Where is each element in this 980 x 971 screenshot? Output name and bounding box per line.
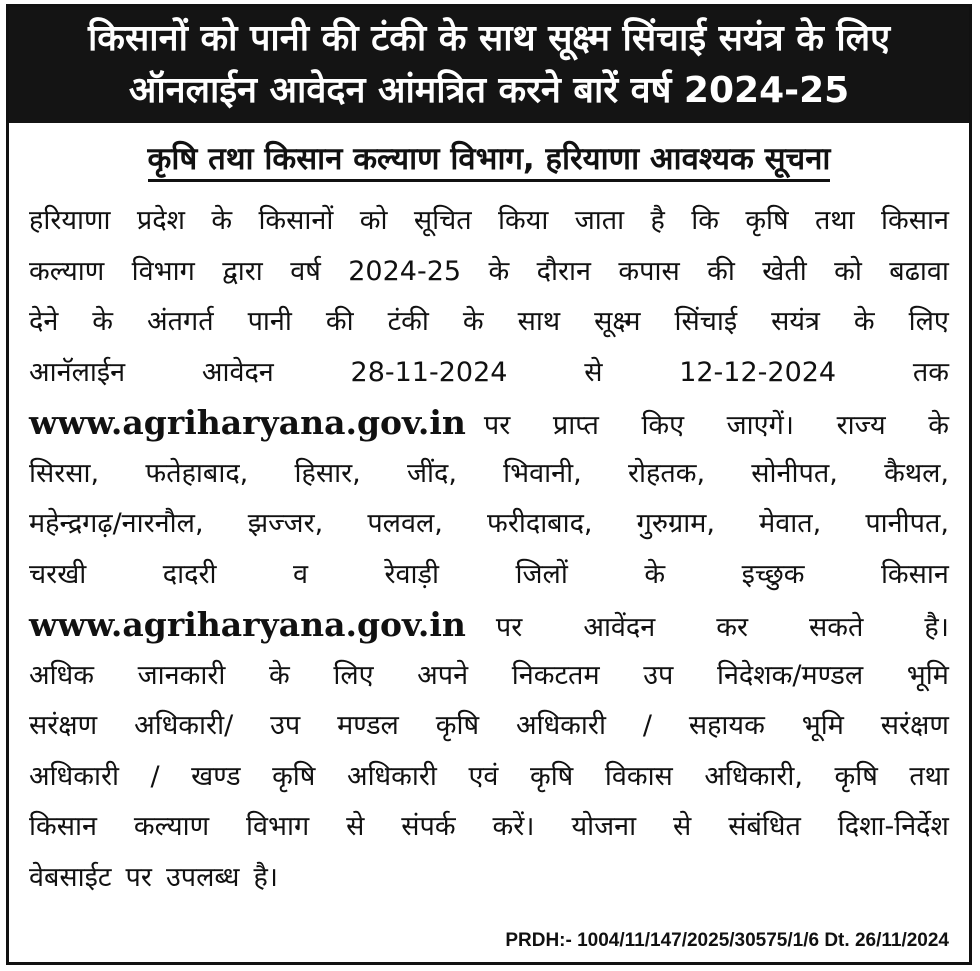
word: बढावा <box>889 255 949 287</box>
word: जाएगें। <box>726 410 795 441</box>
body-line-rest <box>496 603 949 654</box>
release-number: PRDH:- 1004/11/147/2025/30575/1/6 Dt. 26/11/2024 <box>505 930 949 951</box>
word: प्राप्त <box>552 410 599 441</box>
word: फतेहाबाद, <box>145 457 249 489</box>
word: प्रदेश <box>136 205 185 236</box>
word: टंकी <box>387 306 429 337</box>
word: मण्डल <box>337 710 399 741</box>
word: कि <box>691 205 719 236</box>
word: रेवाड़ी <box>384 558 439 590</box>
word: के <box>644 558 666 590</box>
word: झज्जर, <box>247 508 324 539</box>
website-link[interactable]: www.agriharyana.gov.in <box>29 605 466 644</box>
word: तथा <box>909 760 949 792</box>
word: किए <box>641 410 685 441</box>
word: गुरुग्राम, <box>636 508 715 539</box>
word: अधिकारी <box>29 760 119 792</box>
word: सूक्ष्म <box>594 306 641 337</box>
word: इच्छुक <box>741 558 805 590</box>
word: पलवल, <box>367 508 443 539</box>
word: पर <box>125 861 152 893</box>
word: / <box>642 710 652 741</box>
word: कल्याण <box>133 811 210 842</box>
body-line <box>29 752 949 803</box>
word: जींद, <box>406 457 457 489</box>
word: आवेदन <box>201 356 274 388</box>
word: पानीपत, <box>865 508 949 539</box>
word: महेन्द्रगढ़/नारनौल, <box>29 508 204 539</box>
word: है <box>650 205 665 236</box>
word: उप <box>270 710 301 741</box>
word: के <box>211 205 233 236</box>
word: है। <box>253 861 279 893</box>
word: जिलों <box>515 558 568 590</box>
word: किसान <box>881 205 949 236</box>
header-line-2: ऑनलाईन आवेदन आंमत्रित करने बारें वर्ष 2024-25 <box>128 70 850 111</box>
word: संपर्क <box>401 811 456 842</box>
word: 2024-25 <box>348 255 462 287</box>
body-line <box>29 651 949 702</box>
word: कृषि <box>272 760 316 792</box>
word: अधिक <box>29 659 94 691</box>
word: संबंधित <box>728 811 801 842</box>
word: कृषि <box>529 760 574 792</box>
notice-header <box>9 7 969 123</box>
word: पानी <box>247 306 292 337</box>
word: विभाग <box>246 811 310 842</box>
word: किसानों <box>258 205 334 236</box>
word: निदेशक/मण्डल <box>716 659 864 691</box>
word: उप <box>643 659 674 691</box>
word: कृषि <box>745 205 789 236</box>
word: के <box>268 659 290 691</box>
word: फरीदाबाद, <box>487 508 593 539</box>
word: उपलब्ध <box>165 861 240 893</box>
word: अधिकारी <box>515 710 606 741</box>
word: सोनीपत, <box>751 457 838 489</box>
word: सिंचाई <box>674 306 738 337</box>
website-link[interactable]: www.agriharyana.gov.in <box>29 403 466 442</box>
word: मेवात, <box>759 508 822 539</box>
word: के <box>462 306 484 337</box>
body-line-rest <box>484 401 949 452</box>
word: कपास <box>618 255 680 287</box>
word: लिए <box>908 306 949 337</box>
word: तक <box>912 356 949 388</box>
word: अंतगर्त <box>147 306 214 337</box>
body-line <box>29 550 949 601</box>
word: व <box>292 558 308 590</box>
word: वेबसाईट <box>29 861 112 893</box>
word: खण्ड <box>191 760 241 792</box>
word: जाता <box>574 205 625 236</box>
word: आवेंदन <box>583 612 656 643</box>
header-line-1: किसानों को पानी की टंकी के साथ सूक्ष्म सिंचाई सयंत्र के लिए <box>87 18 891 59</box>
word: सरंक्षण <box>29 710 98 741</box>
body-line <box>29 247 949 298</box>
word: लिए <box>333 659 374 691</box>
word: किसान <box>29 811 97 842</box>
subheading-text: कृषि तथा किसान कल्याण विभाग, हरियाणा आवश्यक सूचना <box>148 141 831 182</box>
word: अपने <box>417 659 469 691</box>
word: देने <box>29 306 59 337</box>
word: दौरान <box>536 255 591 287</box>
word: सयंत्र <box>771 306 820 337</box>
word: भूमि <box>801 710 844 741</box>
word: से <box>584 356 603 388</box>
word: हरियाणा <box>29 205 111 236</box>
word: सहायक <box>688 710 765 741</box>
word: है। <box>924 612 949 643</box>
word: राज्य <box>836 410 886 441</box>
notice-body <box>29 196 949 903</box>
notice-frame <box>6 4 972 965</box>
body-line <box>29 449 949 500</box>
word: कल्याण <box>29 255 105 287</box>
word: से <box>346 811 365 842</box>
word: पर <box>495 612 523 643</box>
word: तथा <box>815 205 855 236</box>
word: विभाग <box>131 255 195 287</box>
word: निकटतम <box>511 659 600 691</box>
word: के <box>488 255 510 287</box>
word: आनॅलाईन <box>29 356 126 388</box>
word: किसान <box>880 558 949 590</box>
body-line <box>29 499 949 550</box>
word: योजना <box>571 811 637 842</box>
word: अधिकारी <box>346 760 437 792</box>
word: द्वारा <box>222 255 263 287</box>
body-line <box>29 398 949 449</box>
word: 28-11-2024 <box>350 356 508 388</box>
word: एवं <box>468 760 499 792</box>
word: कर <box>716 612 749 643</box>
word: की <box>707 255 735 287</box>
word: जानकारी <box>137 659 226 691</box>
body-line <box>29 701 949 752</box>
word: चरखी <box>29 558 87 590</box>
word: पर <box>483 410 511 441</box>
word: के <box>853 306 875 337</box>
word: के <box>92 306 114 337</box>
word: सकते <box>809 612 864 643</box>
word: कृषि <box>834 760 878 792</box>
body-line-last <box>29 853 949 904</box>
word: सरंक्षण <box>880 710 949 741</box>
word: करें। <box>492 811 535 842</box>
word: की <box>325 306 354 337</box>
body-line <box>29 600 949 651</box>
word: अधिकारी/ <box>134 710 234 741</box>
word: सूचित <box>413 205 472 236</box>
word: को <box>834 255 862 287</box>
body-line <box>29 348 949 399</box>
word: सिरसा, <box>29 457 100 489</box>
word: हिसार, <box>294 457 361 489</box>
word: दादरी <box>162 558 217 590</box>
word: वर्ष <box>290 255 321 287</box>
word: विकास <box>604 760 673 792</box>
body-line <box>29 802 949 853</box>
word: किया <box>497 205 549 236</box>
word: / <box>150 760 160 792</box>
body-line <box>29 297 949 348</box>
word: भिवानी, <box>503 457 582 489</box>
word: खेती <box>762 255 807 287</box>
word: कृषि <box>435 710 480 741</box>
word: से <box>673 811 692 842</box>
word: के <box>928 410 949 441</box>
word: भूमि <box>906 659 949 691</box>
word: साथ <box>517 306 561 337</box>
word: रोहतक, <box>627 457 706 489</box>
department-subheading <box>9 137 969 181</box>
word: 12-12-2024 <box>679 356 837 388</box>
word: को <box>359 205 388 236</box>
word: अधिकारी, <box>704 760 803 792</box>
body-line <box>29 196 949 247</box>
word: कैथल, <box>884 457 949 489</box>
word: दिशा-निर्देश <box>837 811 949 842</box>
